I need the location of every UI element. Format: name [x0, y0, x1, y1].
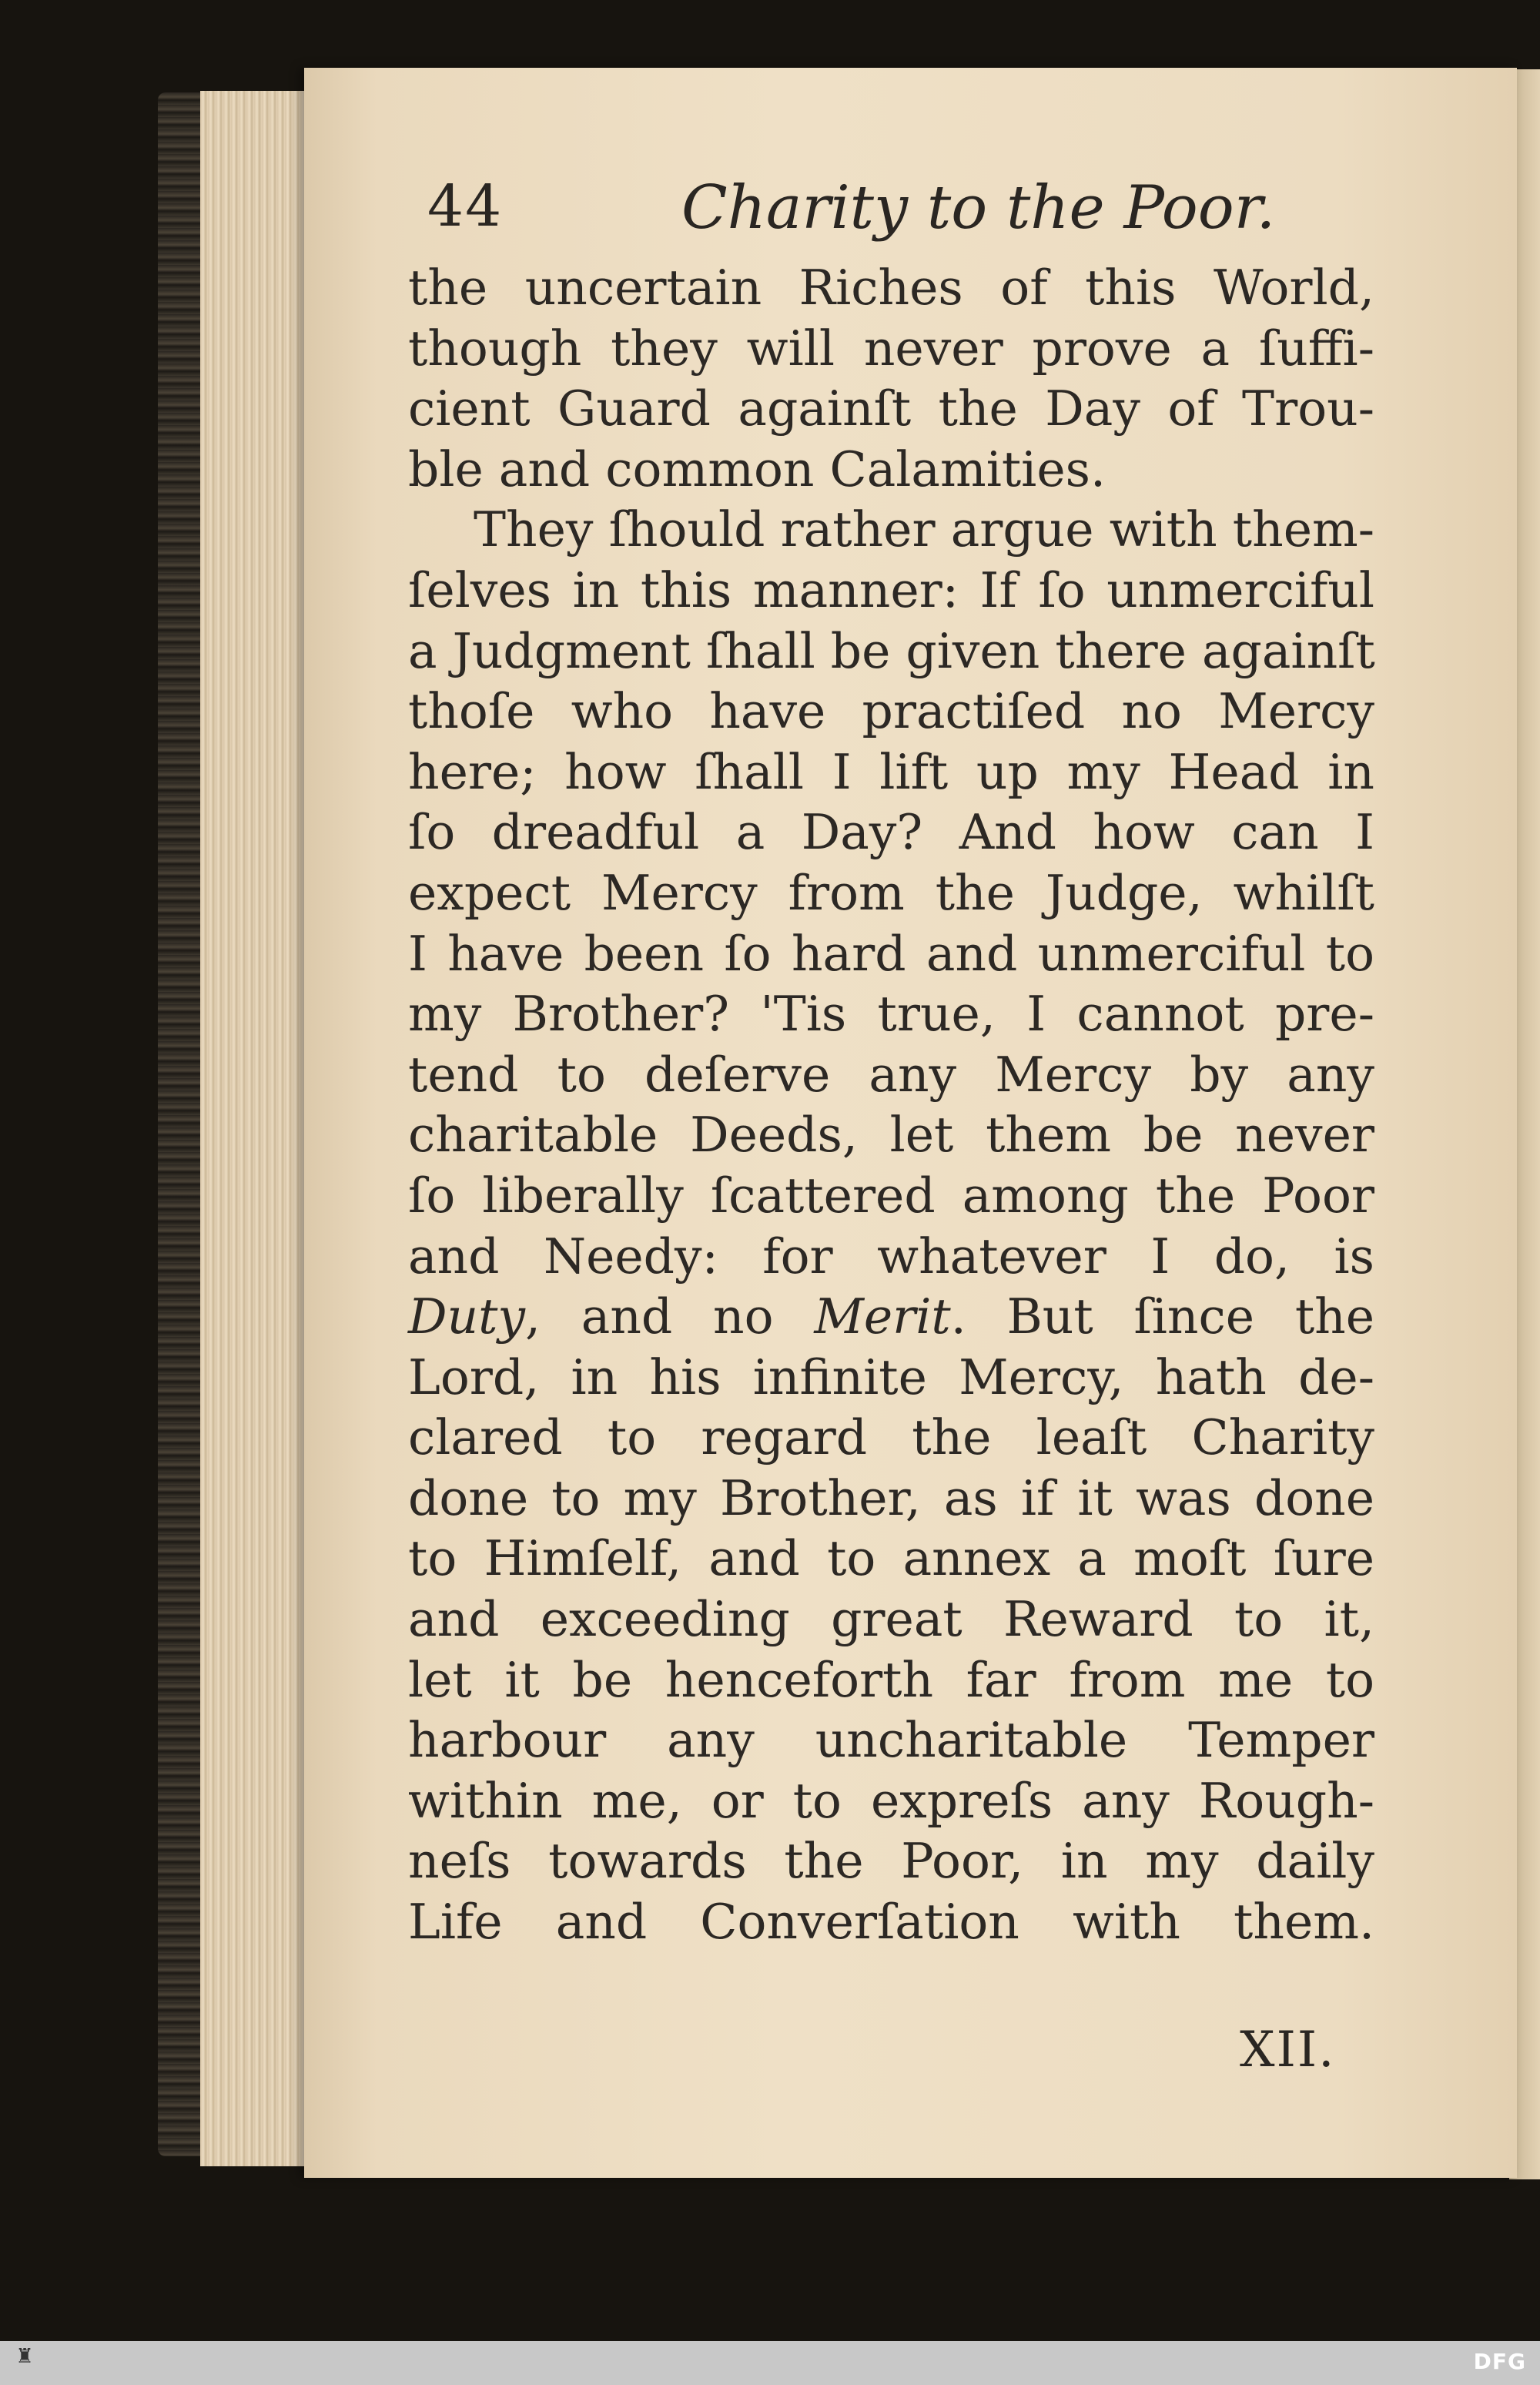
text-line: tend to deſerve any Mercy by any: [408, 1046, 1374, 1103]
text-line: ble and common Calamities.: [408, 440, 1106, 497]
text-line: cient Guard againſt the Day of Trou-: [408, 380, 1374, 437]
viewer-footer-bar: [0, 2341, 1540, 2385]
page-header: [427, 173, 1382, 258]
text-line: They ſhould rather argue with them-: [474, 501, 1374, 558]
text-line: Lord, in his infinite Mercy, hath de-: [408, 1348, 1374, 1405]
text-line: ſelves in this manner: If ſo unmerciful: [408, 561, 1374, 618]
text-line: Duty, and no Merit. But ſince the: [408, 1288, 1374, 1345]
text-line: my Brother? 'Tis true, I cannot pre-: [408, 986, 1374, 1043]
text-line: charitable Deeds, let them be never: [408, 1107, 1374, 1164]
catchword: XII.: [1240, 2022, 1336, 2079]
text-line: ſo liberally ſcattered among the Poor: [408, 1167, 1374, 1224]
text-line: the uncertain Riches of this World,: [408, 260, 1374, 316]
text-line: and exceeding great Reward to it,: [408, 1591, 1374, 1648]
text-line: thoſe who have practiſed no Mercy: [408, 683, 1374, 740]
text-line: neſs towards the Poor, in my daily: [408, 1833, 1374, 1890]
text-line: within me, or to expreſs any Rough-: [408, 1772, 1374, 1829]
page-stack-edges: [200, 91, 316, 2166]
page-number: 44: [427, 173, 504, 240]
text-line: ſo dreadful a Day? And how can I: [408, 804, 1374, 861]
text-line: I have been ſo hard and unmerciful to: [408, 925, 1374, 982]
text-line: though they will never prove a ſuffi-: [408, 320, 1374, 377]
text-line: to Himſelf, and to annex a moſt ſure: [408, 1530, 1374, 1587]
text-line: a Judgment ſhall be given there againſt: [408, 622, 1375, 679]
running-head: Charity to the Poor.: [681, 173, 1276, 243]
text-line: harbour any uncharitable Temper: [408, 1712, 1374, 1769]
library-logo-icon: ♜: [15, 2345, 34, 2368]
body-text: [408, 258, 1374, 1953]
dfg-logo: DFG: [1473, 2349, 1526, 2374]
text-line: here; how ſhall I lift up my Head in: [408, 743, 1374, 800]
text-line: expect Mercy from the Judge, whilſt: [408, 864, 1374, 921]
text-line: Life and Converſation with them.: [408, 1894, 1374, 1951]
text-line: let it be henceforth far from me to: [408, 1651, 1374, 1708]
text-line: done to my Brother, as if it was done: [408, 1469, 1374, 1526]
text-line: and Needy: for whatever I do, is: [408, 1228, 1374, 1285]
text-line: clared to regard the leaſt Charity: [408, 1409, 1374, 1466]
